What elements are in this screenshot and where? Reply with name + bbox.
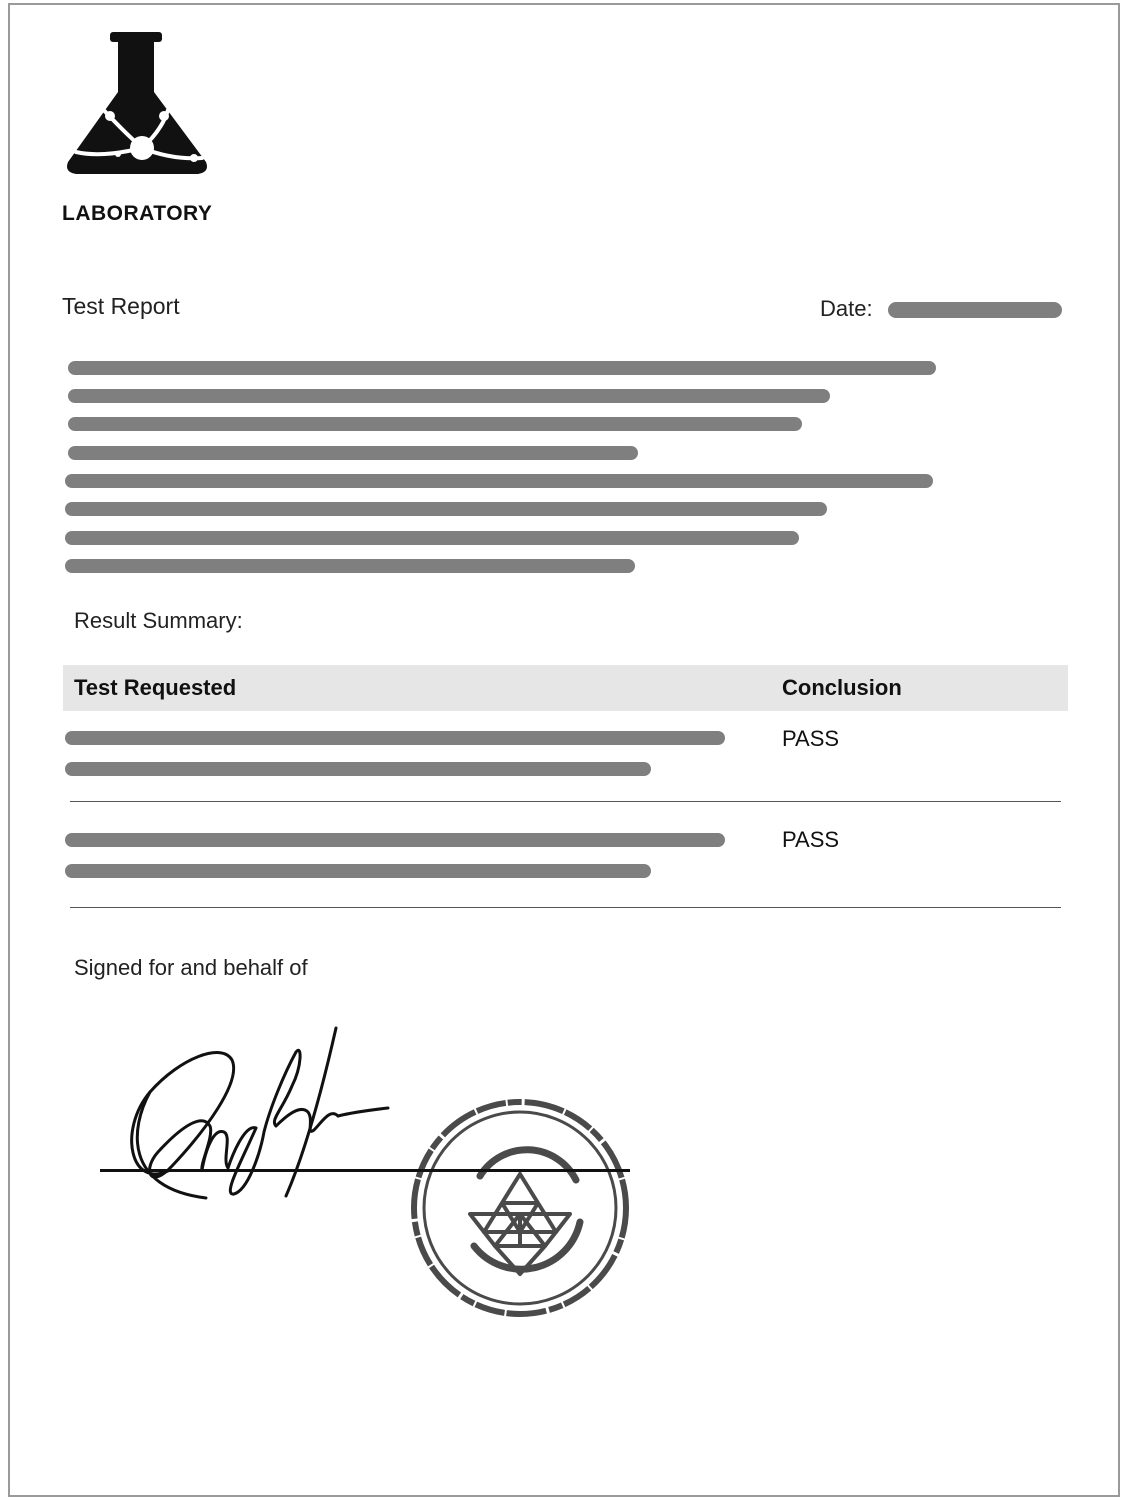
row-divider xyxy=(70,907,1061,908)
redacted-line xyxy=(65,502,827,516)
conclusion-value: PASS xyxy=(782,726,840,751)
redacted-line xyxy=(65,531,799,545)
redacted-test-name xyxy=(65,833,725,847)
date-value-redacted xyxy=(888,302,1062,318)
report-title: Test Report xyxy=(62,293,180,319)
flask-molecule-icon xyxy=(62,30,212,180)
official-seal-stamp xyxy=(408,1096,632,1320)
handwritten-signature xyxy=(110,1020,410,1220)
result-summary-label: Result Summary: xyxy=(74,608,243,633)
column-header-conclusion: Conclusion xyxy=(782,675,902,700)
redacted-line xyxy=(65,559,635,573)
redacted-line xyxy=(68,361,936,375)
redacted-test-name xyxy=(65,864,651,878)
date-label: Date: xyxy=(820,296,873,321)
redacted-line xyxy=(68,389,830,403)
redacted-line xyxy=(68,446,638,460)
brand-name: LABORATORY xyxy=(62,202,213,225)
redacted-test-name xyxy=(65,731,725,745)
redacted-line xyxy=(68,417,802,431)
signoff-label: Signed for and behalf of xyxy=(74,955,308,980)
conclusion-value: PASS xyxy=(782,827,840,852)
column-header-test: Test Requested xyxy=(74,675,237,700)
redacted-line xyxy=(65,474,933,488)
row-divider xyxy=(70,801,1061,802)
redacted-test-name xyxy=(65,762,651,776)
